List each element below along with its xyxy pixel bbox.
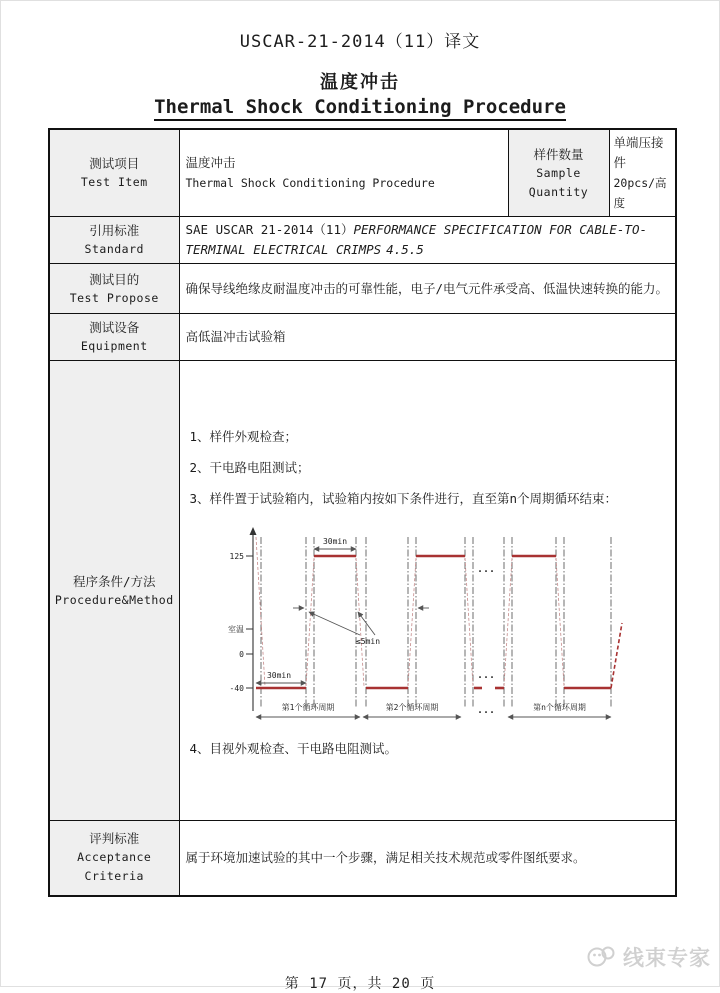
sample-quantity-label-en: Sample Quantity: [528, 165, 589, 199]
purpose-value: 确保导线绝缘皮耐温度冲击的可靠性能，电子/电气元件承受高、低温快速转换的能力。: [179, 264, 676, 314]
standard-value-spec-title: PERFORMANCE SPECIFICATION FOR CABLE-TO-TERMINAL ELECTRICAL CRIMPS: [185, 222, 647, 257]
thermal-cycle-chart-wrap: [198, 521, 668, 730]
svg-text:第n个循环周期: 第n个循环周期: [532, 702, 586, 712]
test-item-value-en: Thermal Shock Conditioning Procedure: [185, 176, 435, 190]
svg-text:0: 0: [238, 649, 244, 659]
test-spec-table: [48, 128, 677, 897]
sample-quantity-label-cn: 样件数量: [533, 146, 584, 162]
procedure-step-3: 3、样件置于试验箱内，试验箱内按如下条件进行，直至第n个周期循环结束：: [189, 490, 618, 506]
row-procedure: [49, 361, 676, 821]
svg-text:≤5min: ≤5min: [355, 636, 380, 646]
purpose-label-cn: 测试目的: [89, 271, 140, 287]
procedure-label: [49, 361, 179, 821]
watermark: [585, 942, 711, 972]
document-reference: USCAR-21-2014（11）译文: [239, 32, 481, 52]
test-item-label-en: Test Item: [80, 175, 148, 189]
equipment-label: [49, 314, 179, 361]
standard-label-cn: 引用标准: [89, 223, 140, 238]
equipment-label-en: Equipment: [80, 339, 148, 353]
equipment-label-cn: 测试设备: [89, 320, 140, 335]
row-test-item: [49, 129, 676, 217]
test-item-value: [179, 129, 508, 217]
standard-label-en: Standard: [84, 242, 144, 256]
procedure-value: [179, 361, 676, 821]
svg-text:30min: 30min: [266, 670, 291, 680]
page-title-cn: 温度冲击: [320, 72, 400, 93]
row-purpose: [49, 264, 676, 314]
standard-value: [179, 217, 676, 264]
procedure-label-en: Procedure&Method: [54, 592, 174, 607]
row-equipment: [49, 314, 676, 361]
svg-text:...: ...: [476, 704, 495, 716]
equipment-value: 高低温冲击试验箱: [179, 314, 676, 361]
svg-text:第2个循环周期: 第2个循环周期: [385, 702, 438, 712]
standard-value-clause: 4.5.5: [386, 242, 424, 257]
test-item-label-cn: 测试项目: [89, 156, 140, 171]
procedure-step-4: 4、目视外观检查、干电路电阻测试。: [189, 740, 398, 756]
sample-quantity-value-line2: 20pcs/高度: [613, 176, 667, 210]
page-title-en: [1, 96, 719, 118]
sample-quantity-value-line1: 单端压接件: [613, 135, 664, 170]
procedure-step-1: 1、样件外观检查；: [189, 428, 298, 444]
svg-text:室温: 室温: [227, 624, 244, 634]
criteria-label: [49, 821, 179, 896]
standard-value-prefix: SAE USCAR 21-2014（11）: [185, 222, 354, 237]
purpose-label: [49, 264, 179, 314]
svg-text:-40: -40: [229, 683, 244, 693]
svg-text:第1个循环周期: 第1个循环周期: [281, 702, 334, 712]
criteria-label-en: Acceptance Criteria: [77, 850, 152, 884]
criteria-label-cn: 评判标准: [89, 831, 140, 847]
row-criteria: [49, 821, 676, 896]
row-standard: [49, 217, 676, 264]
standard-label: [49, 217, 179, 264]
test-item-value-cn: 温度冲击: [185, 155, 236, 170]
svg-text:...: ...: [476, 563, 495, 575]
svg-text:30min: 30min: [322, 536, 347, 546]
page-title-en-text: Thermal Shock Conditioning Procedure: [154, 96, 566, 121]
procedure-step-2: 2、干电路电阻测试；: [189, 459, 310, 475]
test-item-label: [49, 129, 179, 217]
sample-quantity-value: [609, 129, 676, 217]
purpose-label-en: Test Propose: [69, 290, 159, 305]
watermark-text: 线束专家: [623, 946, 711, 970]
thermal-cycle-chart: [198, 521, 638, 727]
svg-text:...: ...: [476, 669, 495, 681]
criteria-value: 属于环境加速试验的其中一个步骤，满足相关技术规范或零件图纸要求。: [179, 821, 676, 896]
page-number: 第 17 页，共 20 页: [284, 975, 436, 992]
watermark-logo-icon: [585, 944, 619, 970]
sample-quantity-label: [508, 129, 609, 217]
svg-text:125: 125: [229, 551, 244, 561]
procedure-label-cn: 程序条件/方法: [72, 573, 156, 589]
